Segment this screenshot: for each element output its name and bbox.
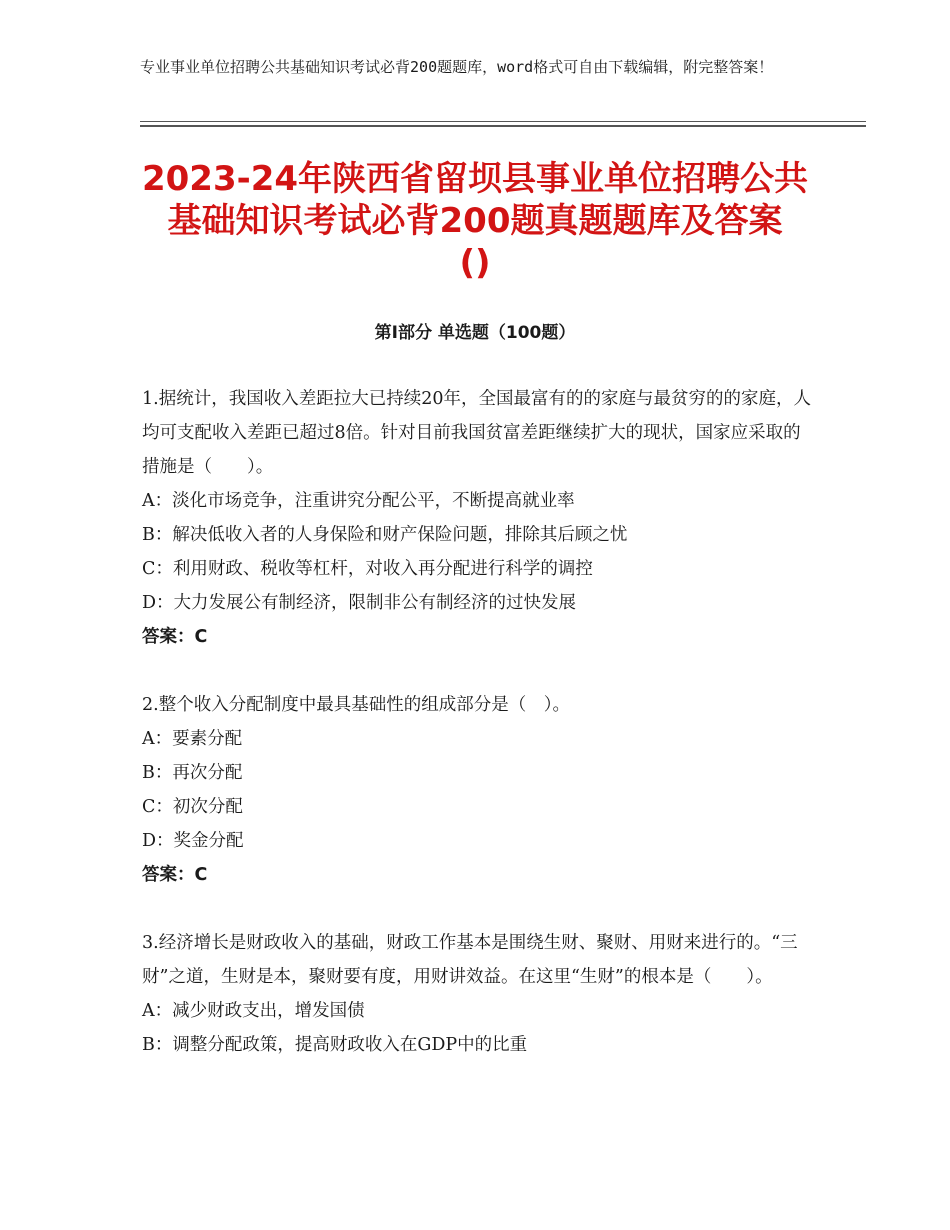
option-b: B：再次分配	[142, 763, 243, 783]
option-d: D：大力发展公有制经济，限制非公有制经济的过快发展	[142, 593, 577, 613]
option-b: B：解决低收入者的人身保险和财产保险问题，排除其后顾之忧	[142, 525, 628, 545]
option-d: D：奖金分配	[142, 831, 244, 851]
question-2	[142, 688, 812, 892]
question-1	[142, 382, 812, 654]
option-a: A：淡化市场竞争，注重讲究分配公平，不断提高就业率	[142, 491, 575, 511]
answer: 答案：C	[142, 865, 208, 885]
question-list	[142, 382, 812, 1096]
question-text: 1.据统计，我国收入差距拉大已持续20年，全国最富有的的家庭与最贫穷的的家庭，人均可支配收入差距已超过8倍。针对目前我国贫富差距继续扩大的现状，国家应采取的措施是（ ）。	[142, 389, 811, 477]
option-b: B：调整分配政策，提高财政收入在GDP中的比重	[142, 1035, 528, 1055]
header-note: 专业事业单位招聘公共基础知识考试必背200题题库，word格式可自由下载编辑，附完整答案！	[140, 58, 774, 76]
option-a: A：减少财政支出，增发国债	[142, 1001, 365, 1021]
option-c: C：利用财政、税收等杠杆，对收入再分配进行科学的调控	[142, 559, 593, 579]
option-a: A：要素分配	[142, 729, 243, 749]
page-title	[120, 158, 830, 284]
section-title: 第Ⅰ部分 单选题（100题）	[374, 323, 576, 343]
answer: 答案：C	[142, 627, 208, 647]
question-3	[142, 926, 812, 1062]
header-rule-thick	[140, 125, 866, 127]
option-c: C：初次分配	[142, 797, 243, 817]
title-line: 基础知识考试必背200题真题题库及答案	[167, 201, 783, 241]
title-line: ()	[459, 243, 491, 283]
title-line: 2023-24年陕西省留坝县事业单位招聘公共	[141, 159, 809, 199]
question-text: 2.整个收入分配制度中最具基础性的组成部分是（ ）。	[142, 695, 570, 715]
header-rule-thin	[140, 121, 866, 122]
question-text: 3.经济增长是财政收入的基础，财政工作基本是围绕生财、聚财、用财来进行的。“三财”之道，生财是本，聚财要有度，用财讲效益。在这里“生财”的根本是（ ）。	[142, 933, 798, 987]
